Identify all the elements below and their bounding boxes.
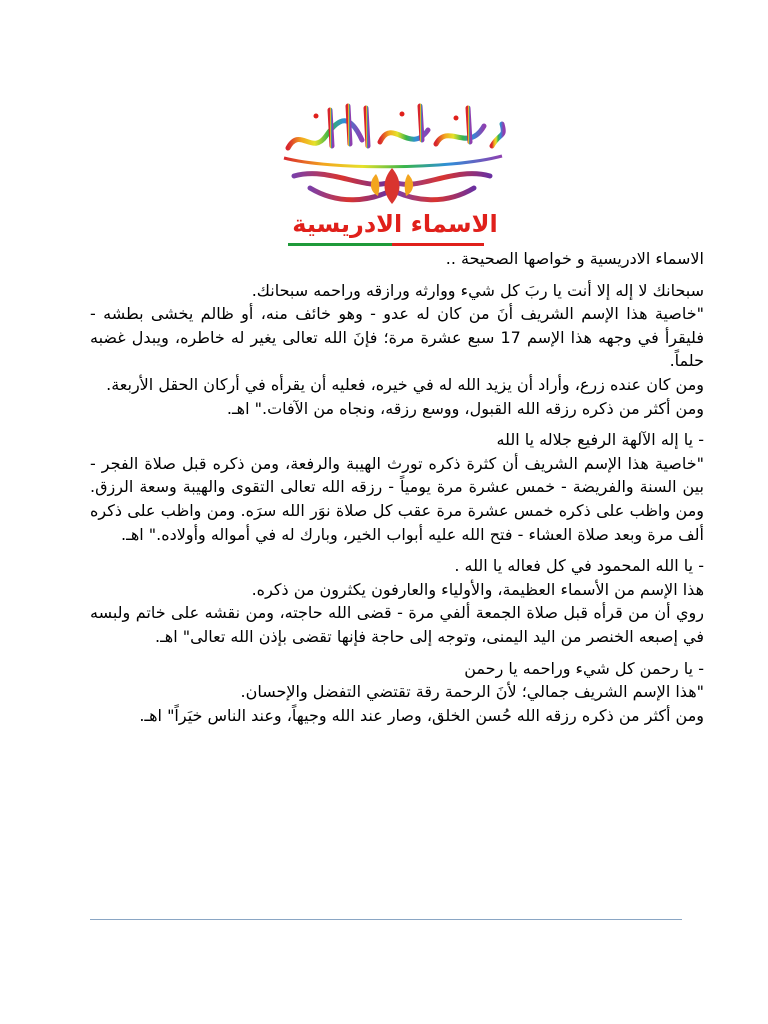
title-underline-green bbox=[288, 243, 392, 246]
basmala-text: بسم الله الرحمن الرحيم bbox=[270, 96, 281, 97]
paragraph-6: روي أن من قرأه قبل صلاة الجمعة ألفي مرة - قضى الله حاجته، ومن نقشه على خاتم ولبسه في إصبعه الخنصر من اليد اليمنى، وتوجه إلى حاجة فإنها تقضى بإذن الله تعالى" اهـ. bbox=[90, 603, 704, 646]
paragraph-3: ومن أكثر من ذكره رزقه الله القبول، ووسع رزقه، ونجاه من الآفات." اهـ. bbox=[226, 398, 704, 418]
paragraph-1: "خاصية هذا الإسم الشريف أنَ من كان له عدو - وهو خائف منه، أو ظالم يخشى بطشه - فليقرأ في وجهه هذا الإسم 17 سبع عشرة مرة؛ فإنَ الله تعالى يغير له خاطره، ويبدل غضبه حلماً. bbox=[90, 304, 705, 371]
intro-line: الاسماء الادريسية و خواصها الصحيحة .. bbox=[445, 249, 704, 268]
paragraph-5: هذا الإسم من الأسماء العظيمة، والأولياء والعارفون يكثرون من ذكره. bbox=[251, 579, 704, 599]
document-body bbox=[90, 247, 704, 727]
paragraph-8: ومن أكثر من ذكره رزقه الله حُسن الخلق، وصار عند الله وجيهاً، وعند الناس خيَراً" اهـ. bbox=[139, 705, 704, 725]
paragraph-4: "خاصية هذا الإسم الشريف أن كثرة ذكره تورث الهيبة والرفعة، ومن ذكره قبل صلاة الفجر - بين السنة والفريضة - خمس عشرة مرة يومياً - رزقه الله تعالى التقوى والهيبة وسعة الرزق. ومن واظب على ذكره خمس عشرة مرة عقب كل صلاة نوَر الله سرَه. ومن واظب على ذكره ألف مرة وبعد صلاة العشاء - فتح الله عليه أبواب الخير، وبارك له في أمواله وأولاده." اهـ. bbox=[90, 453, 704, 544]
bottom-divider bbox=[90, 919, 682, 920]
invocation-line: سبحانك لا إله إلا أنت يا ربَ كل شيء ووارثه ورازقه وراحمه سبحانك. bbox=[251, 280, 704, 300]
paragraph-7: "هذا الإسم الشريف جمالي؛ لأنَ الرحمة رقة تقتضي التفضل والإحسان. bbox=[240, 682, 704, 702]
basmala-calligraphy-image bbox=[270, 96, 514, 212]
paragraph-2: ومن كان عنده زرع، وأراد أن يزيد الله له في خيره، فعليه أن يقرأه في أركان الحقل الأربعة. bbox=[106, 374, 704, 394]
name-heading-2: - يا إله الآلهة الرفيع جلاله يا الله bbox=[496, 430, 704, 450]
title-underline-red bbox=[392, 243, 484, 246]
name-heading-3: - يا الله المحمود في كل فعاله يا الله . bbox=[454, 556, 704, 576]
name-heading-4: - يا رحمن كل شيء وراحمه يا رحمن bbox=[464, 658, 704, 678]
document-title: الاسماء الادريسية bbox=[292, 210, 498, 238]
